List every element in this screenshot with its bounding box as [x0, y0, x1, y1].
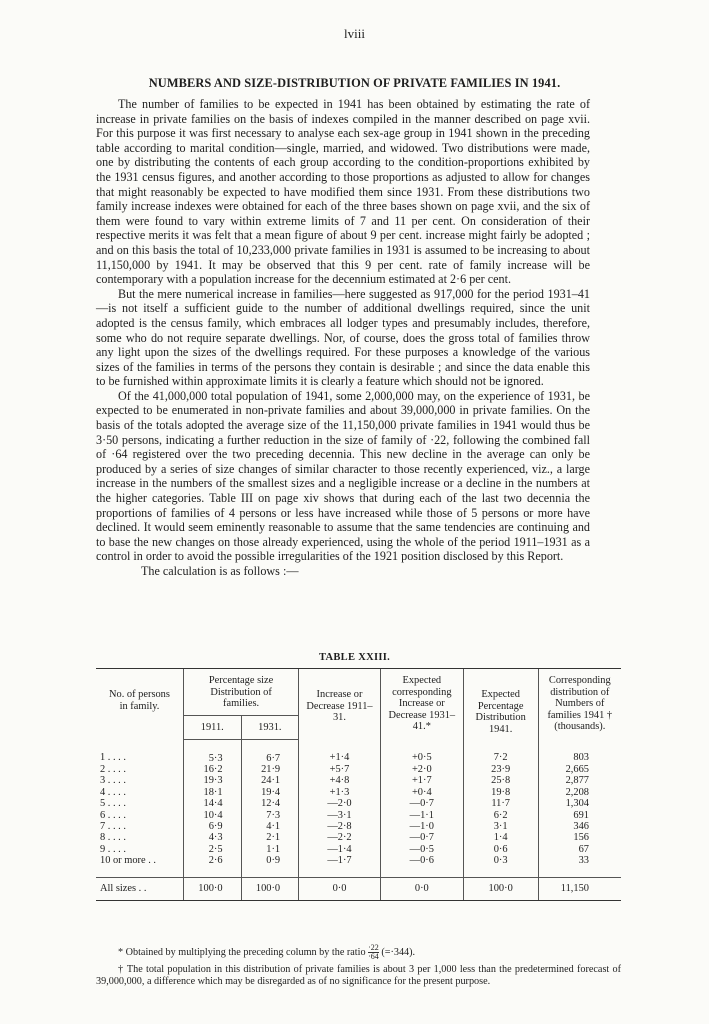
cell-size: 1 . . . . — [100, 752, 126, 764]
footnote-dagger: † The total population in this distribution of private families is about 3 per 1,000 less than the predetermined forecast of 39,000,000, a difference which may be disregarded as of no significance for the present purpose. — [96, 964, 621, 987]
cell-expected-percentage: 23·9 — [463, 764, 538, 775]
cell-size: 6 . . . . — [100, 809, 126, 821]
cell-expected-change: —1·0 — [380, 821, 463, 832]
cell-increase: —1·4 — [299, 844, 381, 855]
table-title: TABLE XXIII. — [318, 652, 391, 663]
cell-1911: 16·2 — [183, 764, 241, 775]
cell-1911: 6·9 — [183, 821, 241, 832]
cell-increase: +5·7 — [299, 764, 381, 775]
cell-increase: +1·3 — [299, 787, 381, 798]
cell-number: 1,304 — [538, 798, 621, 809]
table-body — [96, 739, 621, 900]
cell-expected-change: —0·5 — [380, 844, 463, 855]
total-cell-size: All sizes . . — [96, 877, 183, 900]
cell-size: 10 or more . . — [100, 855, 156, 867]
cell-1911: 2·5 — [183, 844, 241, 855]
paragraph: Of the 41,000,000 total population of 1941, some 2,000,000 may, on the experience of 1931, be expected to be enumerated in non-private families and about 39,000,000 in private families. On the basis of the totals adopted the average size of the 11,150,000 private families in 1941 would thus be 3·50 persons, indicating a further reduction in the size of family of ·22, following the combined fall of ·64 registered over the two preceding decennia. This new decline in the average can only be produced by a series of size changes of similar character to those recently experienced, viz., a large increase in the numbers of the smallest sizes and a negligible increase or a decline in the numbers at the higher categories. Table III on page xiv shows that during each of the last two decennia the proportions of families of 4 persons or less have increased while those of 5 persons or more have declined. It would seem eminently reasonable to assume that the same tendencies are continuing and to base the new changes on those already experienced, using the whole of the period 1911–1931 as a control in order to avoid the possible irregularities of the 1921 position disclosed by this Report. — [96, 388, 590, 564]
ratio-numerator: ·22 — [368, 943, 379, 952]
table-row — [96, 844, 621, 855]
cell-1931: 1·1 — [241, 844, 299, 855]
table-row — [96, 775, 621, 786]
cell-1931: 0·9 — [241, 855, 299, 877]
cell-number: 2,208 — [538, 787, 621, 798]
table-row — [96, 787, 621, 798]
cell-expected-change: —0·7 — [380, 832, 463, 843]
cell-increase: —2·8 — [299, 821, 381, 832]
table-total-row — [96, 877, 621, 900]
table-row — [96, 821, 621, 832]
paragraph: The number of families to be expected in 1941 has been obtained by estimating the rate of increase in private families on the basis of indexes compiled in the manner described on page xvii. For this purpose it was first necessary to analyse each sex-age group in 1941 shown in the preceding table according to marital condition—single, married, and widowed. Two distributions were made, one by distributing the contents of each group according to the condition-proportions exhibited by the 1931 census figures, and another according to those proportions as adjusted to allow for changes that might reasonably be expected to have modified them since 1931. From these distributions two family increase indexes were obtained for each of the three bases shown on page xvii, and the six of them were found to vary within extreme limits of 7 and 11 per cent. On consideration of their respective merits it was felt that a mean figure of about 9 per cent. increase might fairly be adopted ; and on this basis the total of 10,233,000 private families in 1931 is assumed to be increasing to about 11,150,000 by 1941. It may be observed that this 9 per cent. rate of family increase will be contemporary with a population increase for the decennium estimated at 2·6 per cent. — [96, 97, 590, 287]
table-row — [96, 739, 621, 764]
cell-expected-change: —0·7 — [380, 798, 463, 809]
footnote-star — [96, 944, 621, 961]
ratio-denominator: ·64 — [368, 952, 379, 961]
cell-size: 3 . . . . — [100, 775, 126, 787]
header-expected-change: Expected corresponding Increase or Decrease 1931–41.* — [380, 669, 463, 740]
cell-increase: —2·0 — [299, 798, 381, 809]
page-number: lviii — [344, 26, 365, 41]
cell-expected-percentage: 3·1 — [463, 821, 538, 832]
cell-1931: 6·7 — [241, 739, 299, 764]
cell-number: 33 — [538, 855, 621, 877]
cell-1911: 4·3 — [183, 832, 241, 843]
total-cell-increase: 0·0 — [299, 877, 381, 900]
total-cell-expected-percentage: 100·0 — [463, 877, 538, 900]
cell-number: 67 — [538, 844, 621, 855]
cell-size: 5 . . . . — [100, 798, 126, 810]
data-table — [96, 668, 621, 901]
cell-expected-percentage: 11·7 — [463, 798, 538, 809]
cell-1911: 19·3 — [183, 775, 241, 786]
ratio-fraction — [368, 944, 379, 961]
cell-increase: —2·2 — [299, 832, 381, 843]
cell-1931: 7·3 — [241, 810, 299, 821]
cell-1911: 18·1 — [183, 787, 241, 798]
cell-1931: 21·9 — [241, 764, 299, 775]
header-percentage-distribution: Percentage size Distribution of families. — [183, 669, 298, 716]
header-number-of-families: Corresponding distribution of Numbers of families 1941 † (thousands). — [538, 669, 621, 740]
total-cell-1911: 100·0 — [183, 877, 241, 900]
footnote-star-text: * Obtained by multiplying the preceding column by the ratio — [118, 946, 366, 958]
header-persons: No. of persons in family. — [96, 669, 183, 740]
total-cell-number: 11,150 — [538, 877, 621, 900]
cell-size: 8 . . . . — [100, 832, 126, 844]
cell-expected-percentage: 6·2 — [463, 810, 538, 821]
header-year-1931: 1931. — [241, 716, 299, 739]
cell-1911: 14·4 — [183, 798, 241, 809]
cell-expected-percentage: 25·8 — [463, 775, 538, 786]
cell-expected-change: +0·5 — [380, 739, 463, 764]
header-year-1911: 1911. — [183, 716, 241, 739]
cell-number: 803 — [538, 739, 621, 764]
cell-1931: 19·4 — [241, 787, 299, 798]
cell-number: 346 — [538, 821, 621, 832]
cell-1931: 12·4 — [241, 798, 299, 809]
cell-expected-change: —1·1 — [380, 810, 463, 821]
cell-1911: 2·6 — [183, 855, 241, 877]
cell-1931: 2·1 — [241, 832, 299, 843]
cell-size: 2 . . . . — [100, 763, 126, 775]
table-row — [96, 855, 621, 877]
cell-1931: 4·1 — [241, 821, 299, 832]
cell-increase: +4·8 — [299, 775, 381, 786]
cell-expected-percentage: 19·8 — [463, 787, 538, 798]
section-heading: NUMBERS AND SIZE-DISTRIBUTION OF PRIVATE FAMILIES IN 1941. — [148, 76, 561, 90]
table-row — [96, 832, 621, 843]
cell-size: 7 . . . . — [100, 820, 126, 832]
cell-expected-change: +1·7 — [380, 775, 463, 786]
table-row — [96, 810, 621, 821]
cell-number: 2,665 — [538, 764, 621, 775]
cell-expected-change: +0·4 — [380, 787, 463, 798]
cell-increase: —3·1 — [299, 810, 381, 821]
cell-expected-change: +2·0 — [380, 764, 463, 775]
header-expected-percentage: Expected Percentage Distribution 1941. — [463, 669, 538, 740]
header-increase-decrease: Increase or Decrease 1911–31. — [299, 669, 381, 740]
paragraph: But the mere numerical increase in families—here suggested as 917,000 for the period 1931–41—is not itself a sufficient guide to the number of additional dwellings required, since the unit adopted is the census family, which embraces all lodger types and presumably includes, therefore, some who do not require separate dwellings. Nor, of course, does the gross total of families throw any light upon the sizes of the dwellings required. For these purposes a knowledge of the various sizes of the families in terms of the persons they contain is desirable ; and since the data enable this to be furnished within approximate limits it is clearly a feature which should not be ignored. — [96, 286, 590, 389]
cell-expected-percentage: 0·3 — [463, 855, 538, 877]
cell-size: 4 . . . . — [100, 786, 126, 798]
cell-1911: 5·3 — [183, 739, 241, 764]
footnotes — [96, 944, 621, 991]
cell-1911: 10·4 — [183, 810, 241, 821]
body-text — [96, 97, 590, 579]
cell-increase: —1·7 — [299, 855, 381, 877]
cell-expected-percentage: 1·4 — [463, 832, 538, 843]
cell-size: 9 . . . . — [100, 843, 126, 855]
table-row — [96, 798, 621, 809]
cell-number: 156 — [538, 832, 621, 843]
table-row — [96, 764, 621, 775]
cell-1931: 24·1 — [241, 775, 299, 786]
total-cell-expected-change: 0·0 — [380, 877, 463, 900]
cell-number: 691 — [538, 810, 621, 821]
cell-expected-percentage: 7·2 — [463, 739, 538, 764]
cell-number: 2,877 — [538, 775, 621, 786]
paragraph: The calculation is as follows :— — [141, 564, 299, 578]
total-cell-1931: 100·0 — [241, 877, 299, 900]
cell-expected-change: —0·6 — [380, 855, 463, 877]
cell-increase: +1·4 — [299, 739, 381, 764]
cell-expected-percentage: 0·6 — [463, 844, 538, 855]
ratio-value: (=·344). — [381, 946, 416, 958]
